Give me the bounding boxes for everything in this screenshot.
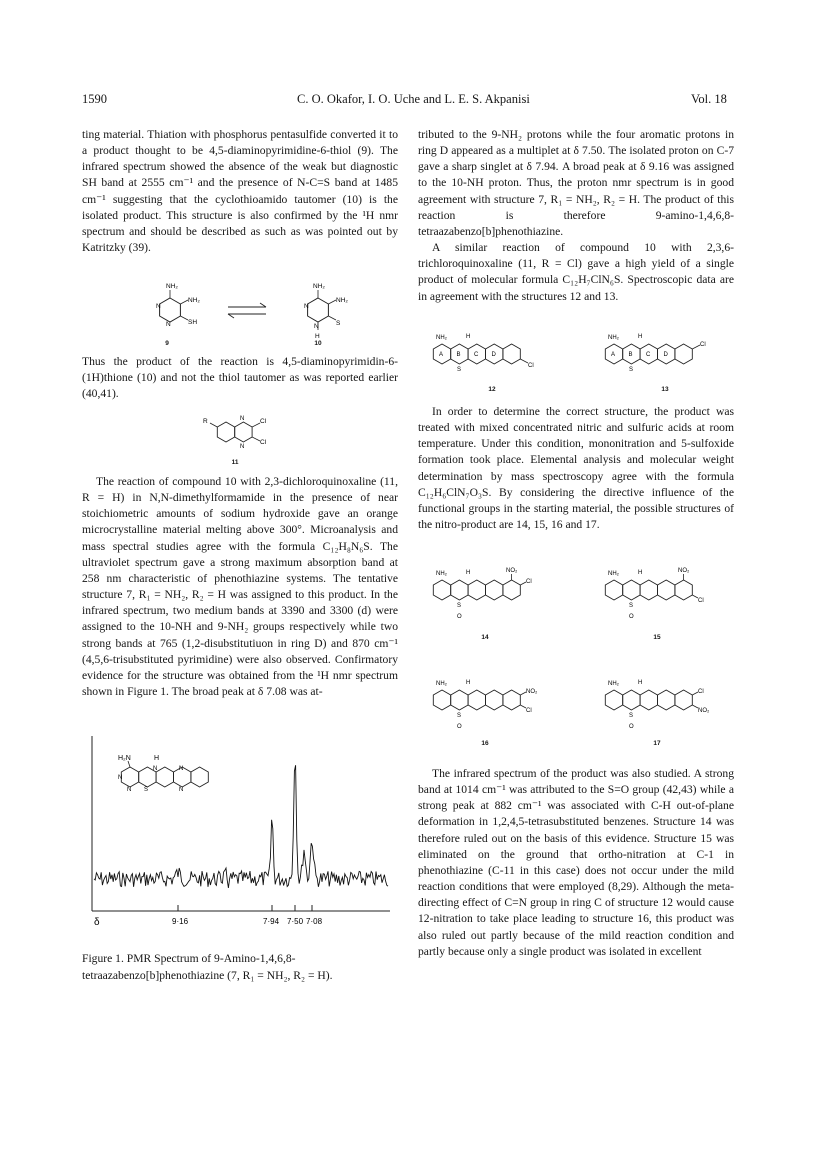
atom-n: N — [127, 787, 132, 793]
left-paragraph-1: ting material. Thiation with phosphorus pentasulfide converted it to a product thought to be 4,5-diaminopyrimidine-6-thiol (9). The infrared spectrum showed the absence of the weak but diagnostic SH band at 2555 cm⁻¹ and the presence of N-C=S band at 1485 cm⁻¹ suggesting that the cyclothioamido tautomer (10) is the isolated product. This structure is also confirmed by the ¹H nmr spectrum and should be described as such as was pointed out by Katritzky (39). — [82, 128, 398, 255]
atom-n: N — [156, 303, 161, 310]
inset-h2n: H₂N — [118, 755, 131, 762]
atom-cl: Cl — [528, 363, 534, 369]
ring-label-c: C — [646, 352, 651, 358]
figure-1-caption: Figure 1. PMR Spectrum of 9-Amino-1,4,6,8-tetraazabenzo[b]phenothiazine (7, R₁ = NH₂, R₂ = H). — [82, 952, 333, 982]
atom-r: R — [203, 418, 208, 425]
atom-n: N — [240, 444, 245, 450]
atom-nh2: NH₂ — [608, 571, 619, 577]
tick-label: 7·08 — [306, 917, 323, 926]
atom-nh2: NH₂ — [336, 297, 348, 304]
atom-n: N — [314, 323, 319, 330]
structure-13 — [605, 334, 705, 373]
structure-label-13: 13 — [661, 386, 669, 393]
atom-s: S — [629, 603, 634, 609]
atom-cl: Cl — [698, 598, 704, 604]
left-paragraph-3: The reaction of compound 10 with 2,3-dichloroquinoxaline (11, R = H) in N,N-dimethylformamide in the presence of near stoichiometric amounts of sodium hydroxide gave an orange microcrystalline material melting above 300°. Microanalysis and mass spectral studies agree with the formula C₁₂H₈N₆S. The ultraviolet spectrum gave a strong maximum absorption band at 258 nm characteristic of phenothiazine systems. The tentative structure 7, R₁ = NH₂, R₂ = H was assigned to this product. In the infrared spectrum, two medium bands at 3390 and 3300 (d) were assigned to the 10-NH and 9-NH₂ groups respectively while two strong bands at 765 (1,2-disubstitutiuon in ring D) and 870 cm⁻¹ (4,5,6-trisubstituted pyrimidine) were also observed. Confirmatory evidence for the structure was obtained from the ¹H nmr spectrum shown in Figure 1. The broad peak at δ 7.08 was at- — [82, 475, 398, 699]
structure-label-10: 10 — [314, 340, 322, 347]
axis-delta: δ — [94, 917, 100, 928]
right-paragraph-1: tributed to the 9-NH₂ protons while the four aromatic protons in ring D appeared as a multiplet at δ 7.50. The isolated proton on C-7 gave a sharp singlet at δ 7.94. A broad peak at δ 9.16 was assigned to the 10-NH proton. Thus, the proton nmr spectrum is in good agreement with structure 7, R₁ = NH₂, R₂ = H. The product of this reaction is therefore 9-amino-1,4,6,8-tetraazabenzo[b]phenothiazine. A similar reaction of compound 10 with 2,3,6-trichloroquinoxaline (11, R = Cl) gave a high yield of a single product of molecular formula C₁₂H₇ClN₆S. Spectroscopic data are in agreement with the structures 12 and 13. — [418, 128, 734, 303]
atom-no2: NO₂ — [698, 708, 710, 714]
tick-label: 7·50 — [287, 917, 304, 926]
atom-n: N — [179, 787, 184, 793]
atom-cl: Cl — [260, 439, 267, 446]
structure-12 — [433, 334, 533, 373]
atom-o: O — [457, 614, 462, 620]
structures-12-13 — [428, 326, 728, 386]
tick-label: 7·94 — [263, 917, 280, 926]
atom-h: H — [466, 570, 471, 576]
ring-label-a: A — [611, 352, 616, 358]
atom-s: S — [457, 713, 462, 719]
structure-label-11: 11 — [231, 459, 239, 466]
atom-nh2: NH₂ — [608, 681, 619, 687]
structure-label-15: 15 — [653, 634, 661, 641]
atom-sh: SH — [188, 319, 198, 326]
atom-nh2: NH₂ — [436, 681, 447, 687]
tick-label: 9·16 — [172, 917, 189, 926]
atom-o: O — [457, 724, 462, 730]
atom-cl: Cl — [700, 342, 706, 348]
structure-label-9: 9 — [165, 340, 169, 347]
structure-label-12: 12 — [488, 386, 496, 393]
structure-label-17: 17 — [653, 740, 661, 747]
right-paragraph-3: In order to determine the correct structure, the product was treated with mixed concentrated nitric and sulfuric acids at room temperature. Under this condition, mononitration and 5-sulfoxide formation took place. Elemental analysis and molecular weight determination by mass spectroscopy agree with the formula C₁₂H₆ClN₇O₃S. By considering the directive influence of the functional groups in the starting material, the possible structures of the nitro-product are 14, 15, 16 and 17. — [418, 405, 734, 532]
structure-label-16: 16 — [481, 740, 489, 747]
atom-h: H — [638, 334, 643, 340]
atom-n: N — [304, 303, 309, 310]
ring-label-d: D — [491, 352, 496, 358]
atom-h: H — [466, 680, 471, 686]
left-paragraph-2: Thus the product of the reaction is 4,5-diaminopyrimidin-6-(1H)thione (10) and not the thiol tautomer as was reported earlier (40,41). — [82, 355, 398, 401]
atom-nh2: NH₂ — [313, 283, 325, 290]
structure-11-quinoxaline — [198, 408, 288, 456]
inset-h: H — [154, 755, 160, 762]
atom-nh2: NH₂ — [436, 571, 447, 577]
structure-label-14: 14 — [481, 634, 489, 641]
atom-no2: NO₂ — [678, 568, 690, 574]
figure-1-pmr-spectrum — [82, 733, 402, 933]
atom-nh2: NH₂ — [166, 283, 178, 290]
structure-17 — [605, 680, 710, 730]
atom-nh2: NH₂ — [188, 297, 200, 304]
atom-h: H — [315, 333, 320, 340]
atom-s: S — [457, 603, 462, 609]
atom-n: N — [118, 775, 123, 781]
atom-h: H — [638, 680, 643, 686]
atom-cl: Cl — [698, 689, 704, 695]
structures-14-17 — [428, 560, 728, 760]
atom-nh2: NH₂ — [608, 335, 619, 341]
atom-no2: NO₂ — [526, 689, 538, 695]
structure-16 — [433, 680, 538, 730]
ring-label-d: D — [663, 352, 668, 358]
volume-label: Vol. 18 — [691, 92, 727, 106]
atom-o: O — [629, 614, 634, 620]
atom-s: S — [336, 320, 341, 327]
ring-label-b: B — [628, 352, 633, 358]
page-number: 1590 — [82, 92, 107, 106]
atom-cl: Cl — [526, 579, 532, 585]
running-authors: C. O. Okafor, I. O. Uche and L. E. S. Akpanisi — [297, 92, 530, 106]
ring-label-a: A — [439, 352, 444, 358]
atom-n: N — [166, 321, 171, 328]
atom-h: H — [466, 334, 471, 340]
atom-nh2: NH₂ — [436, 335, 447, 341]
right-paragraph-4: The infrared spectrum of the product was also studied. A strong band at 1014 cm⁻¹ was attributed to the S=O group (42,43) while a strong peak at 882 cm⁻¹ was associated with C-H out-of-plane deformation in 1,2,4,5-tetrasubstituted benzenes. Structure 14 was therefore ruled out on the basis of this evidence. Structure 15 was eliminated on the ground that ortho-nitration at C-1 in phenothiazine (C-11 in this case) does not occur under the mild reaction conditions that were employed (8,29). Although the meta-directing effect of C=N group in ring C of structure 12 would cause 12-nitration to take place leading to structure 16, this product was also ruled out partly because of the mild reaction condition and partly because only a single product was isolated in excellent — [418, 767, 734, 958]
atom-s: S — [144, 787, 149, 793]
ring-label-c: C — [474, 352, 479, 358]
spectrum-trace — [94, 765, 388, 888]
atom-o: O — [629, 724, 634, 730]
atom-n: N — [240, 416, 245, 422]
atom-cl: Cl — [526, 708, 532, 714]
atom-n: N — [179, 766, 184, 772]
atom-s: S — [457, 367, 462, 373]
atom-no2: NO₂ — [506, 568, 518, 574]
ring-label-b: B — [456, 352, 461, 358]
atom-h: H — [638, 570, 643, 576]
inset-structure — [118, 755, 208, 793]
structure-15 — [605, 568, 703, 620]
atom-cl: Cl — [260, 418, 267, 425]
structure-14 — [433, 568, 531, 620]
atom-s: S — [629, 367, 634, 373]
atom-n: N — [153, 766, 158, 772]
atom-s: S — [629, 713, 634, 719]
